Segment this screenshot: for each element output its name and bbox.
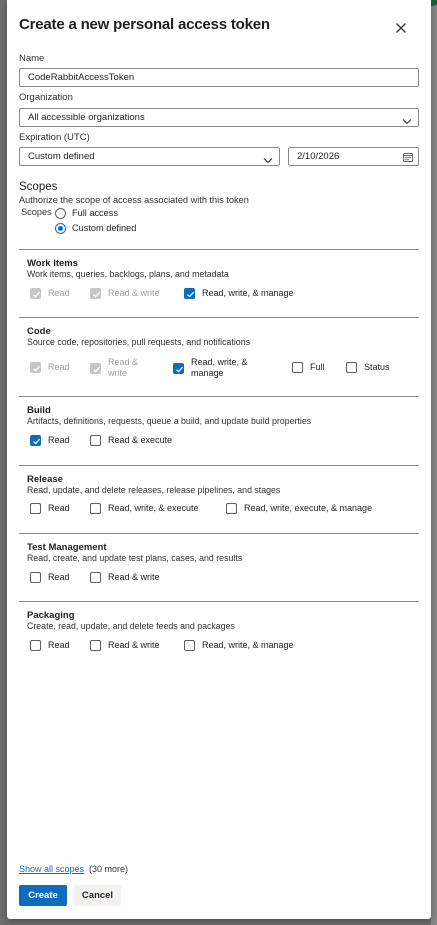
option-work-items-read[interactable]: [30, 288, 70, 299]
option-work-items-read-write-manage[interactable]: [184, 288, 294, 299]
section-title-work-items: Work Items: [27, 258, 79, 269]
name-label: Name: [19, 53, 45, 64]
section-divider: [19, 465, 419, 466]
option-release-read-write-execute[interactable]: [90, 503, 199, 514]
option-test-read[interactable]: [30, 572, 70, 583]
scopes-description: Authorize the scope of access associated with this token: [19, 195, 249, 205]
section-title-code: Code: [27, 326, 51, 337]
organization-dropdown[interactable]: [19, 108, 419, 127]
option-label: Read, write, & execute: [108, 503, 199, 513]
close-icon: [392, 19, 410, 37]
checkbox[interactable]: [90, 640, 101, 651]
checkbox[interactable]: [90, 435, 101, 446]
show-all-scopes-link[interactable]: Show all scopes: [19, 864, 85, 874]
option-label: Read, write, execute, & manage: [244, 503, 373, 513]
cancel-button[interactable]: Cancel: [74, 885, 121, 906]
checkbox[interactable]: [184, 288, 195, 299]
option-build-read-execute[interactable]: [90, 435, 172, 446]
chevron-down-icon: [402, 114, 412, 131]
section-title-packaging: Packaging: [27, 610, 75, 621]
option-label: Read & write: [108, 288, 160, 298]
chevron-down-icon: [263, 153, 273, 170]
dialog-title: Create a new personal access token: [19, 16, 270, 33]
section-desc-work-items: Work items, queries, backlogs, plans, and metadata: [27, 269, 229, 279]
option-code-status[interactable]: [346, 362, 390, 373]
option-test-read-write[interactable]: [90, 572, 160, 583]
expiration-label: Expiration (UTC): [19, 132, 90, 143]
organization-value: All accessible organizations: [28, 112, 145, 123]
option-packaging-read[interactable]: [30, 640, 70, 651]
radio-custom-defined-label: Custom defined: [72, 223, 137, 233]
option-packaging-read-write-manage[interactable]: [184, 640, 294, 651]
radio-button[interactable]: [55, 208, 66, 219]
option-release-read[interactable]: [30, 503, 70, 514]
checkbox[interactable]: [90, 503, 101, 514]
checkbox[interactable]: [30, 640, 41, 651]
checkbox[interactable]: [30, 288, 41, 299]
section-divider: [19, 396, 419, 397]
option-label: Full: [310, 362, 325, 372]
option-label: Read & execute: [108, 435, 173, 445]
option-label: Read & write: [108, 357, 139, 378]
checkbox[interactable]: [30, 435, 41, 446]
option-label: Read & write: [108, 640, 160, 650]
option-label: Read, write, & manage: [202, 640, 294, 650]
name-input[interactable]: CodeRabbitAccessToken: [19, 68, 419, 87]
checkbox[interactable]: [90, 572, 101, 583]
more-scopes-count: (30 more): [89, 864, 129, 874]
background-page-edge: [431, 0, 437, 925]
section-divider: [19, 317, 419, 318]
checkbox[interactable]: [346, 362, 357, 373]
option-label: Status: [364, 362, 390, 372]
option-label: Read: [48, 288, 70, 298]
checkbox[interactable]: [90, 288, 101, 299]
option-release-read-write-execute-manage[interactable]: [226, 503, 372, 514]
calendar-icon[interactable]: [403, 151, 413, 168]
option-build-read[interactable]: [30, 435, 70, 446]
radio-button[interactable]: [55, 223, 66, 234]
option-work-items-read-write[interactable]: [90, 288, 160, 299]
radio-full-access-label: Full access: [72, 208, 118, 218]
checkbox[interactable]: [30, 572, 41, 583]
option-label: Read: [48, 435, 70, 445]
option-label: Read, write, & manage: [191, 357, 248, 378]
section-title-release: Release: [27, 474, 63, 485]
section-title-build: Build: [27, 405, 51, 416]
expiration-dropdown[interactable]: [19, 147, 280, 166]
section-title-test-management: Test Management: [27, 542, 107, 553]
expiration-date-value: 2/10/2026: [297, 151, 340, 162]
checkbox[interactable]: [30, 362, 41, 373]
checkbox[interactable]: [30, 503, 41, 514]
radio-custom-defined[interactable]: [55, 221, 136, 235]
option-label: Read & write: [108, 572, 160, 582]
section-divider: [19, 533, 419, 534]
organization-label: Organization: [19, 92, 73, 103]
scopes-heading: Scopes: [19, 181, 58, 193]
checkbox[interactable]: [184, 640, 195, 651]
option-label: Read: [48, 640, 70, 650]
section-desc-packaging: Create, read, update, and delete feeds and packages: [27, 621, 235, 631]
create-token-dialog: [7, 0, 431, 919]
expiration-value: Custom defined: [28, 151, 95, 162]
create-button[interactable]: Create: [19, 885, 67, 906]
option-code-read-write-manage[interactable]: [173, 357, 263, 379]
scopes-label: Scopes: [21, 207, 52, 217]
close-button[interactable]: [392, 19, 410, 37]
option-label: Read: [48, 572, 70, 582]
section-desc-test-management: Read, create, and update test plans, cases, and results: [27, 553, 243, 563]
option-code-full[interactable]: [292, 362, 325, 373]
checkbox[interactable]: [173, 363, 184, 374]
checkbox[interactable]: [226, 503, 237, 514]
option-label: Read: [48, 362, 70, 372]
section-desc-build: Artifacts, definitions, requests, queue a build, and update build properties: [27, 416, 312, 426]
option-packaging-read-write[interactable]: [90, 640, 160, 651]
option-code-read[interactable]: [30, 362, 70, 373]
option-code-read-write[interactable]: [90, 357, 150, 379]
section-desc-code: Source code, repositories, pull requests, and notifications: [27, 337, 250, 347]
option-label: Read, write, & manage: [202, 288, 294, 298]
checkbox[interactable]: [292, 362, 303, 373]
option-label: Read: [48, 503, 70, 513]
section-desc-release: Read, update, and delete releases, release pipelines, and stages: [27, 485, 281, 495]
section-divider: [19, 249, 419, 250]
section-divider: [19, 601, 419, 602]
expiration-date-input[interactable]: [288, 147, 419, 166]
radio-full-access[interactable]: [55, 206, 118, 220]
checkbox[interactable]: [90, 363, 101, 374]
